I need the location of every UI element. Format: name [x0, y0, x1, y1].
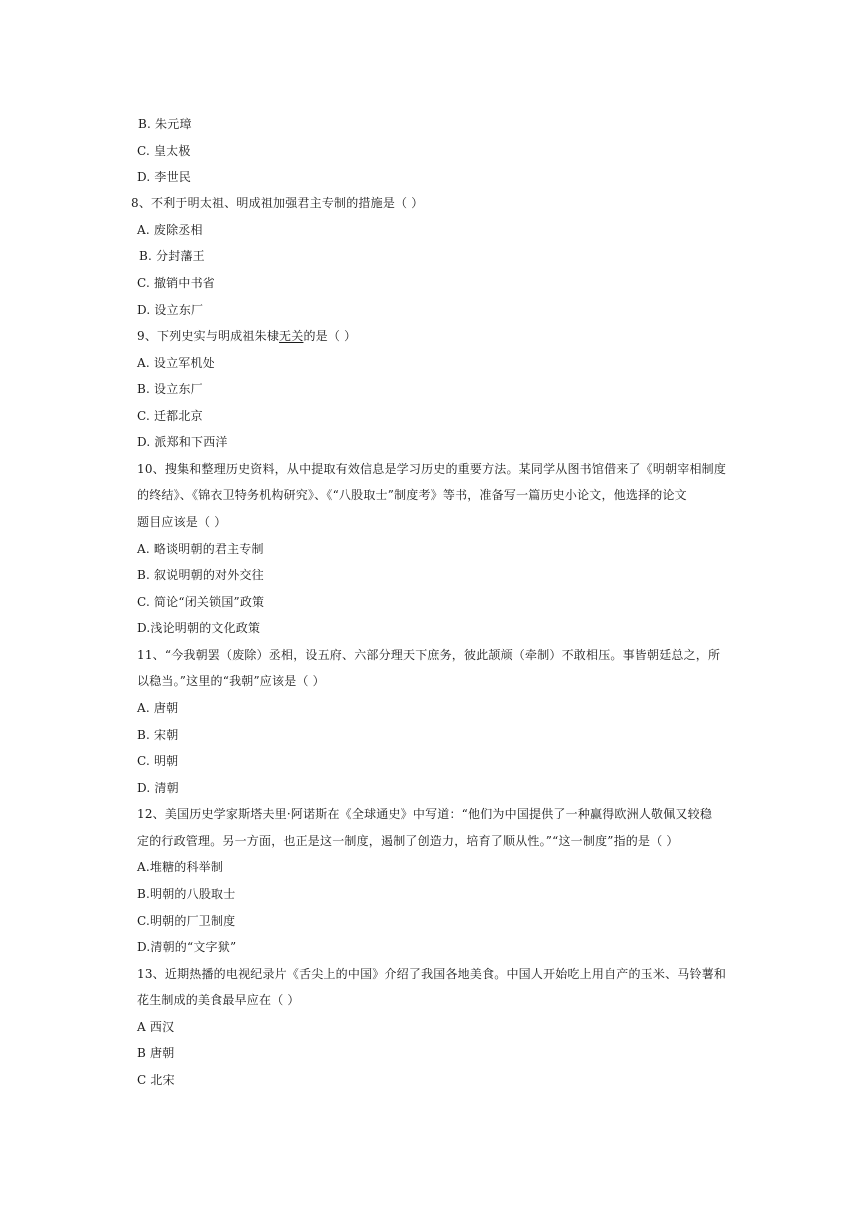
q12-option-c: C.明朝的厂卫制度 [137, 914, 236, 928]
q10-stem-line-1: 10、搜集和整理历史资料，从中提取有效信息是学习历史的重要方法。某同学从图书馆借来了《明朝宰相制度 [137, 462, 727, 476]
q12-option-d: D.清朝的“文字狱” [137, 940, 237, 954]
q9-stem-before: 9、下列史实与明成祖朱棣 [137, 329, 280, 343]
q10-option-d: D.浅论明朝的文化政策 [137, 621, 261, 635]
q10-stem-line-3: 题目应该是（ ） [137, 515, 227, 529]
q9-option-d: D. 派郑和下西洋 [137, 435, 228, 449]
q12-option-b: B.明朝的八股取士 [137, 887, 236, 901]
q11-option-d: D. 清朝 [137, 781, 179, 795]
q8-option-d: D. 设立东厂 [137, 303, 204, 317]
q8-stem: 8、不利于明太祖、明成祖加强君主专制的措施是（ ） [131, 196, 424, 210]
q10-option-b: B. 叙说明朝的对外交往 [137, 568, 264, 582]
q8-option-b: B. 分封藩王 [139, 249, 205, 263]
q9-stem-underlined: 无关 [279, 329, 304, 343]
q11-stem-line-1: 11、“今我朝罢（废除）丞相，设五府、六部分理天下庶务，彼此颉颃（牵制）不敢相压。事皆朝廷总之，所 [137, 648, 721, 662]
q9-stem-after: 的是（ ） [303, 329, 357, 343]
q13-option-b: B 唐朝 [137, 1046, 175, 1060]
q10-option-a: A. 略谈明朝的君主专制 [137, 542, 264, 556]
q8-option-a: A. 废除丞相 [137, 223, 203, 237]
q7-option-c: C. 皇太极 [137, 144, 191, 158]
q9-option-b: B. 设立东厂 [137, 382, 203, 396]
q9-option-c: C. 迁都北京 [137, 409, 203, 423]
q13-stem-line-1: 13、近期热播的电视纪录片《舌尖上的中国》介绍了我国各地美食。中国人开始吃上用自产的玉米、马铃薯和 [137, 967, 727, 981]
q11-option-c: C. 明朝 [137, 754, 179, 768]
q7-option-d: D. 李世民 [137, 170, 192, 184]
q9-stem [137, 328, 356, 344]
q13-option-c: C 北宋 [137, 1073, 175, 1087]
q12-stem-line-2: 定的行政管理。另一方面，也正是这一制度，遏制了创造力，培育了顺从性。”“这一制度”指的是（ ） [137, 834, 679, 848]
q10-option-c: C. 简论“闭关锁国”政策 [137, 595, 265, 609]
q7-option-b: B. 朱元璋 [138, 117, 192, 131]
q9-option-a: A. 设立军机处 [137, 356, 215, 370]
q11-stem-line-2: 以稳当。”这里的“我朝”应该是（ ） [137, 674, 325, 688]
q12-stem-line-1: 12、美国历史学家斯塔夫里·阿诺斯在《全球通史》中写道：“他们为中国提供了一种赢得欧洲人敬佩又较稳 [137, 807, 713, 821]
q13-stem-line-2: 花生制成的美食最早应在（ ） [137, 993, 300, 1007]
q10-stem-line-2: 的终结》、《锦衣卫特务机构研究》、《“八股取士”制度考》等书，准备写一篇历史小论文，他选择的论文 [137, 488, 687, 502]
q11-option-b: B. 宋朝 [137, 728, 179, 742]
q8-option-c: C. 撤销中书省 [137, 276, 215, 290]
q13-option-a: A 西汉 [137, 1020, 175, 1034]
q11-option-a: A. 唐朝 [137, 701, 179, 715]
q12-option-a: A.堆糖的科举制 [137, 860, 224, 874]
